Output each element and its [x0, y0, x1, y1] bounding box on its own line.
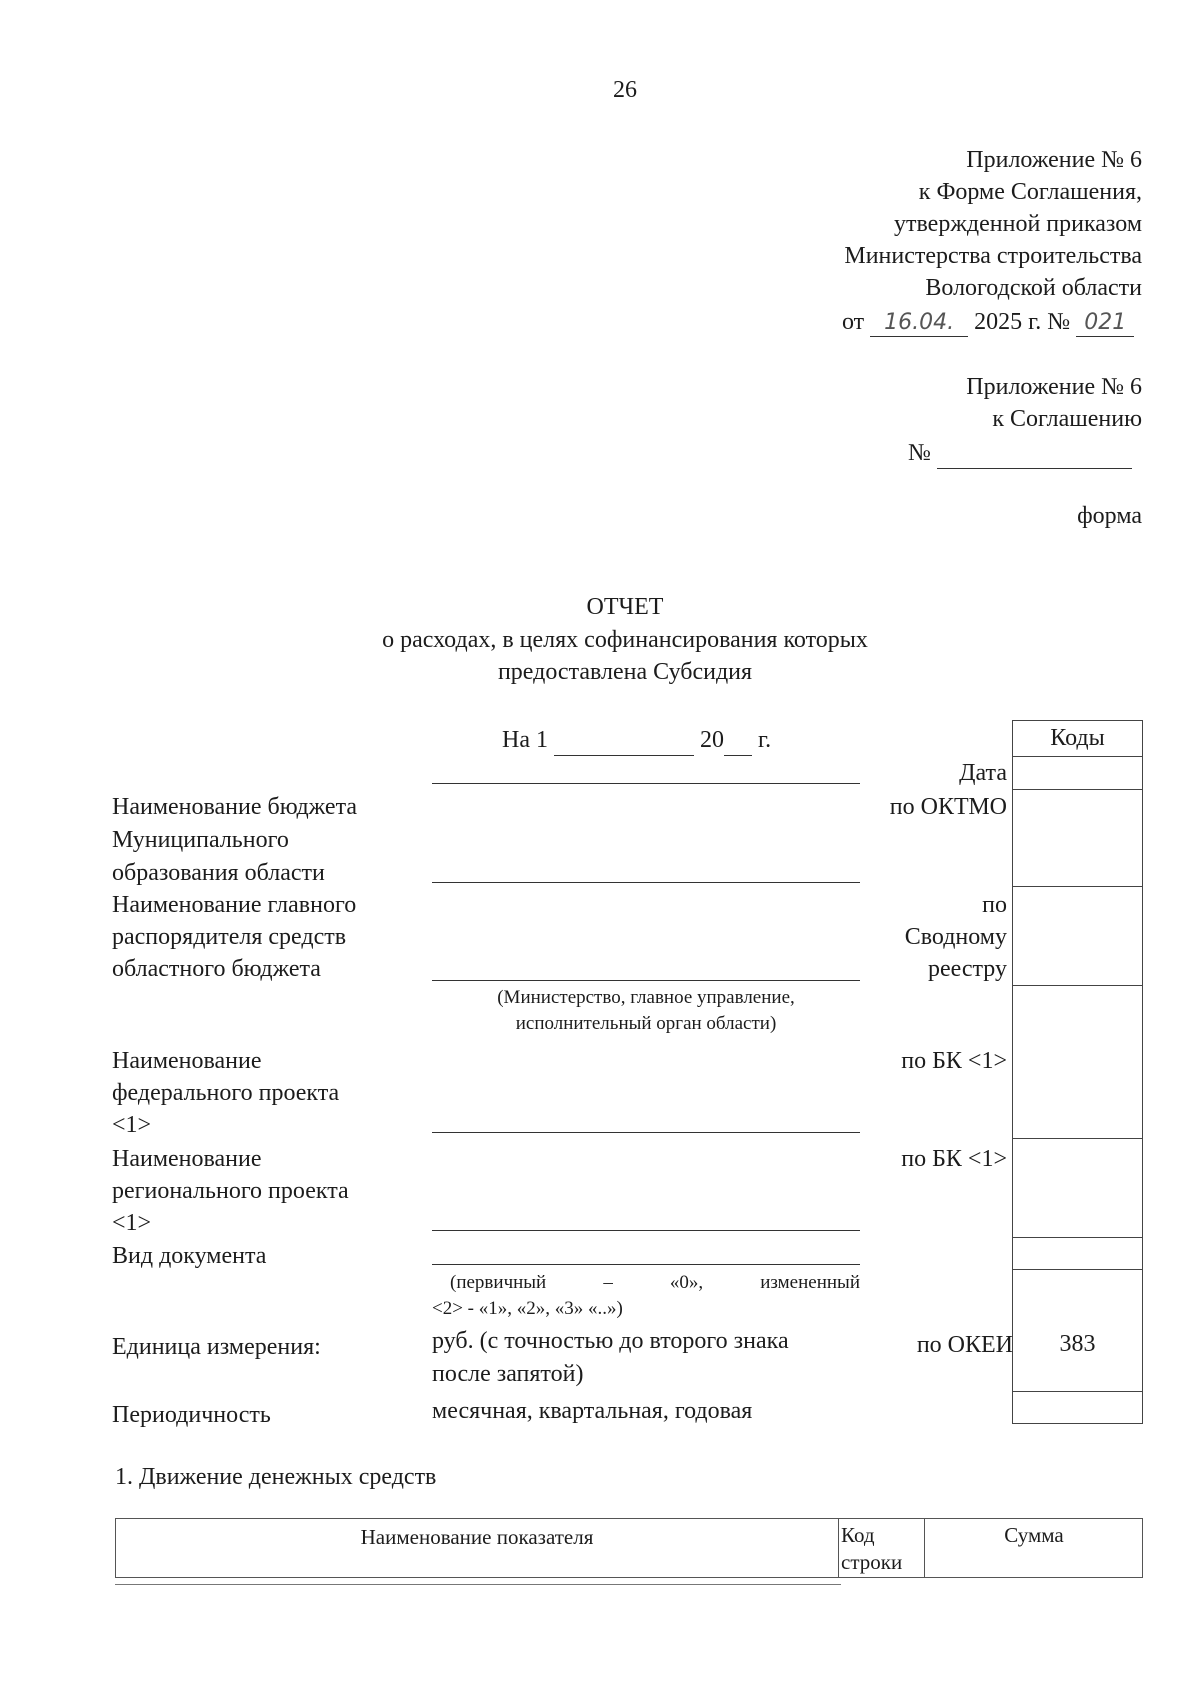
label-okei: по ОКЕИ [916, 1332, 1013, 1358]
code-divider [1012, 985, 1143, 986]
order-number-handwritten: 021 [1084, 310, 1127, 335]
label-unit: Единица измерения: [112, 1334, 321, 1360]
code-divider [1012, 886, 1143, 887]
order-number-field [1076, 309, 1134, 337]
section-1-title: 1. Движение денежных средств [115, 1464, 437, 1490]
label-budget-1: Наименование бюджета [112, 794, 358, 820]
code-divider [1012, 1138, 1143, 1139]
agreement-number-field [937, 444, 1132, 469]
fill-line-regional [432, 1230, 860, 1231]
appendix-approved: утвержденной приказом [893, 211, 1142, 237]
label-bk-regional: по БК <1> [901, 1146, 1007, 1172]
appendix-2-agreement: к Соглашению [992, 406, 1142, 432]
report-date-line [502, 724, 771, 756]
note-doc-type-2: <2> - «1», «2», «3» «..») [432, 1298, 623, 1319]
label-regional-2: регионального проекта [112, 1178, 349, 1204]
unit-value-1: руб. (с точностью до второго знака [432, 1328, 789, 1354]
code-divider [1012, 1269, 1143, 1270]
label-regional-1: Наименование [112, 1146, 262, 1172]
label-summary-registry-2: Сводному [904, 924, 1007, 950]
date-prefix: от [842, 309, 865, 335]
label-budget-2: Муниципального [112, 827, 289, 853]
fill-line-date [432, 783, 860, 784]
label-doc-type: Вид документа [112, 1243, 267, 1269]
col-code-1: Код [841, 1523, 875, 1547]
label-bk-federal: по БК <1> [901, 1048, 1007, 1074]
note-ministry-1: (Министерство, главное управление, [497, 987, 795, 1008]
col-code-2: строки [841, 1550, 903, 1574]
order-year-text: 2025 г. № [974, 309, 1071, 335]
label-date: Дата [959, 760, 1007, 786]
label-summary-registry-1: по [982, 892, 1007, 918]
order-date-field [870, 309, 968, 337]
label-manager-3: областного бюджета [112, 956, 321, 982]
date-row-prefix: На 1 [502, 727, 548, 753]
date-row-suffix: г. [757, 727, 772, 753]
col-indicator-name: Наименование показателя [360, 1525, 594, 1549]
cash-flow-table-header [115, 1518, 1143, 1578]
code-divider [1012, 789, 1143, 790]
label-federal-1: Наименование [112, 1048, 262, 1074]
label-summary-registry-3: реестру [927, 956, 1007, 982]
label-periodicity: Периодичность [112, 1402, 271, 1428]
form-label: форма [1077, 503, 1142, 529]
report-subtitle-2: предоставлена Субсидия [497, 659, 753, 685]
agreement-number-line [908, 437, 1132, 469]
note-doc-type-1: (первичный – «0», измененный [450, 1272, 860, 1293]
fill-line-doc-type [432, 1264, 860, 1265]
note-ministry-2: исполнительный орган области) [515, 1013, 777, 1034]
fill-line-federal [432, 1132, 860, 1133]
table-column-divider [838, 1519, 839, 1577]
label-manager-2: распорядителя средств [112, 924, 347, 950]
codes-header: Коды [1013, 721, 1142, 757]
fill-line-budget [432, 882, 860, 883]
label-regional-3: <1> [112, 1210, 152, 1236]
date-row-year-field [724, 731, 752, 756]
periodicity-value: месячная, квартальная, годовая [432, 1398, 753, 1424]
report-title: ОТЧЕТ [586, 594, 664, 620]
order-date-handwritten: 16.04. [884, 310, 955, 335]
agreement-number-label: № [908, 440, 931, 466]
code-divider [1012, 1237, 1143, 1238]
report-subtitle-1: о расходах, в целях софинансирования которых [382, 627, 868, 653]
appendix-form-ref: к Форме Соглашения, [918, 179, 1142, 205]
date-row-year: 20 [699, 727, 724, 753]
label-budget-3: образования области [112, 860, 325, 886]
codes-column [1012, 720, 1143, 1424]
appendix-2-title: Приложение № 6 [966, 374, 1142, 400]
order-date-line [842, 306, 1134, 338]
appendix-title: Приложение № 6 [966, 147, 1142, 173]
label-federal-3: <1> [112, 1112, 152, 1138]
label-federal-2: федерального проекта [112, 1080, 340, 1106]
page-number: 26 [613, 77, 637, 103]
col-sum: Сумма [1004, 1523, 1064, 1547]
okei-code: 383 [1059, 1331, 1096, 1357]
code-divider [1012, 1391, 1143, 1392]
unit-value-2: после запятой) [432, 1361, 584, 1387]
fill-line-manager [432, 980, 860, 981]
appendix-ministry: Министерства строительства [844, 243, 1142, 269]
table-bottom-partial-line [115, 1584, 841, 1585]
appendix-region: Вологодской области [925, 275, 1142, 301]
date-row-field [554, 731, 694, 756]
label-manager-1: Наименование главного [112, 892, 357, 918]
label-oktmo: по ОКТМО [889, 794, 1007, 820]
